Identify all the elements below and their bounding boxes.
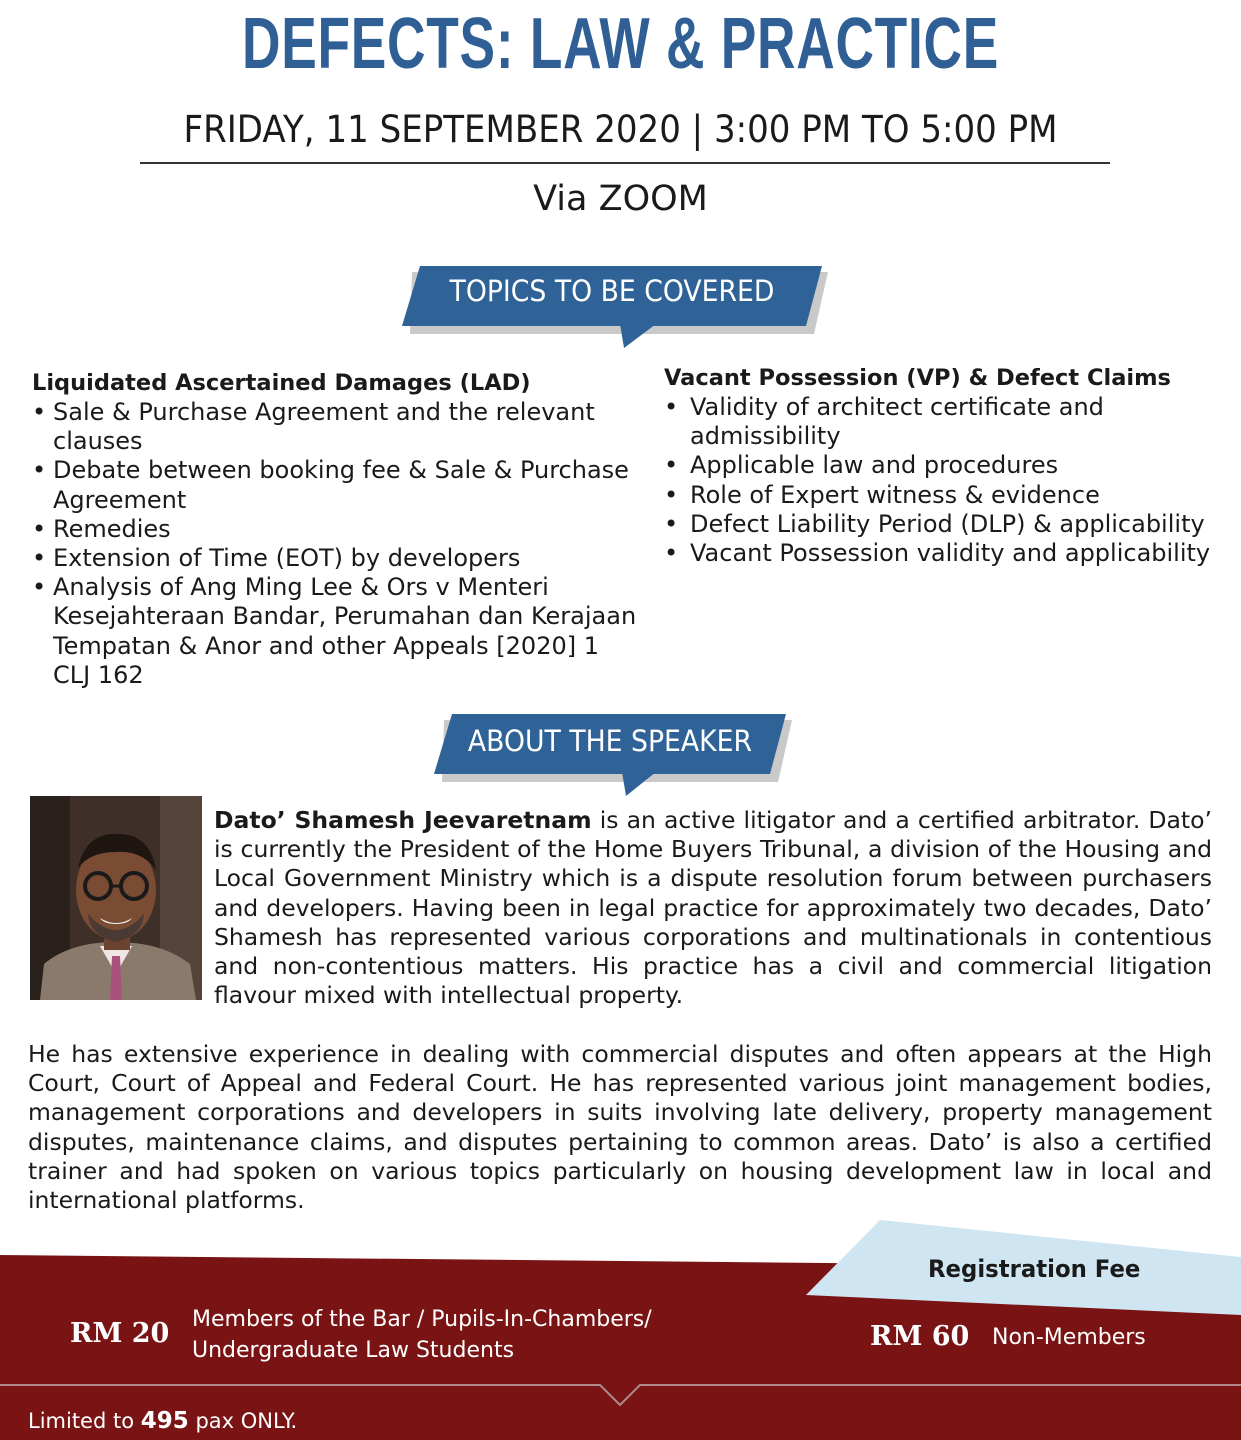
list-item: • Sale & Purchase Agreement and the relevant clauses: [32, 398, 595, 456]
registration-fee-label: Registration Fee: [928, 1255, 1141, 1283]
bullet-icon: •: [664, 393, 679, 421]
event-title: DEFECTS: LAW & PRACTICE: [241, 4, 999, 84]
speaker-photo: [30, 796, 202, 1000]
bullet-icon: •: [664, 480, 679, 509]
bullet-icon: •: [32, 398, 47, 426]
speaker-name: Dato’ Shamesh Jeevaretnam: [214, 806, 592, 834]
list-item: • Analysis of Ang Ming Lee & Ors v Menteri Kesejahteraan Bandar, Perumahan dan Kerajaan Tempatan & Anor and other Appeals [2020] 1 CLJ 162: [32, 573, 637, 689]
nonmembers-desc: Non-Members: [992, 1325, 1146, 1350]
list-item: • Debate between booking fee & Sale & Purchase Agreement: [32, 456, 629, 514]
members-desc-line-2: Undergraduate Law Students: [192, 1338, 515, 1363]
vp-topics: [664, 364, 1234, 568]
speaker-bio-paragraph-2: He has extensive experience in dealing with commercial disputes and often appears at the High Court, Court of Appeal and Federal Court. He has represented various joint management bodies, management corporations and developers in suits involving late delivery, property management disputes, maintenance claims, and disputes pertaining to common areas. Dato’ is also a certified trainer and had spoken on various topics particularly on housing development law in local and international platforms.: [28, 1040, 1212, 1215]
lad-heading: Liquidated Ascertained Damages (LAD): [32, 370, 531, 396]
list-item: • Applicable law and procedures: [664, 451, 1059, 480]
capacity-note: Limited to 495 pax ONLY.: [28, 1408, 298, 1434]
bullet-icon: •: [32, 514, 47, 543]
bullet-icon: •: [664, 451, 679, 480]
list-item: • Vacant Possession validity and applicability: [664, 539, 1211, 568]
list-item: • Remedies: [32, 514, 171, 543]
header-divider: [140, 162, 1110, 164]
event-datetime: FRIDAY, 11 SEPTEMBER 2020 | 3:00 PM TO 5:00 PM: [183, 108, 1058, 151]
list-item: • Defect Liability Period (DLP) & applicability: [664, 509, 1205, 538]
bullet-icon: •: [664, 509, 679, 538]
bullet-icon: •: [32, 573, 47, 602]
speaker-bio-paragraph-1: Dato’ Shamesh Jeevaretnam is an active litigator and a certified arbitrator. Dato’ is currently the President of the Home Buyers Tribunal, a division of the Housing and Local Government Ministry which is a dispute resolution forum between purchasers and developers. Having been in legal practice for approximately two decades, Dato’ Shamesh has represented various corporations and multinationals in contentious and non-contentious matters. His practice has a civil and commercial litigation flavour mixed with intellectual property.: [214, 806, 1212, 1010]
bullet-icon: •: [32, 456, 47, 485]
members-desc-line-1: Members of the Bar / Pupils-In-Chambers/: [192, 1307, 652, 1332]
bullet-icon: •: [32, 544, 47, 573]
lad-topics: [32, 369, 642, 690]
list-item: • Role of Expert witness & evidence: [664, 480, 1100, 509]
list-item: • Extension of Time (EOT) by developers: [32, 544, 521, 573]
topics-banner-label: TOPICS TO BE COVERED: [449, 274, 775, 308]
speaker-banner-label: ABOUT THE SPEAKER: [467, 724, 753, 758]
members-price: RM 20: [70, 1318, 170, 1349]
vp-heading: Vacant Possession (VP) & Defect Claims: [664, 365, 1171, 391]
capacity-number: 495: [140, 1408, 189, 1434]
bullet-icon: •: [664, 539, 679, 568]
list-item: • Validity of architect certificate and admissibility: [664, 393, 1104, 451]
event-venue: Via ZOOM: [533, 179, 708, 219]
nonmembers-price: RM 60: [870, 1321, 970, 1352]
